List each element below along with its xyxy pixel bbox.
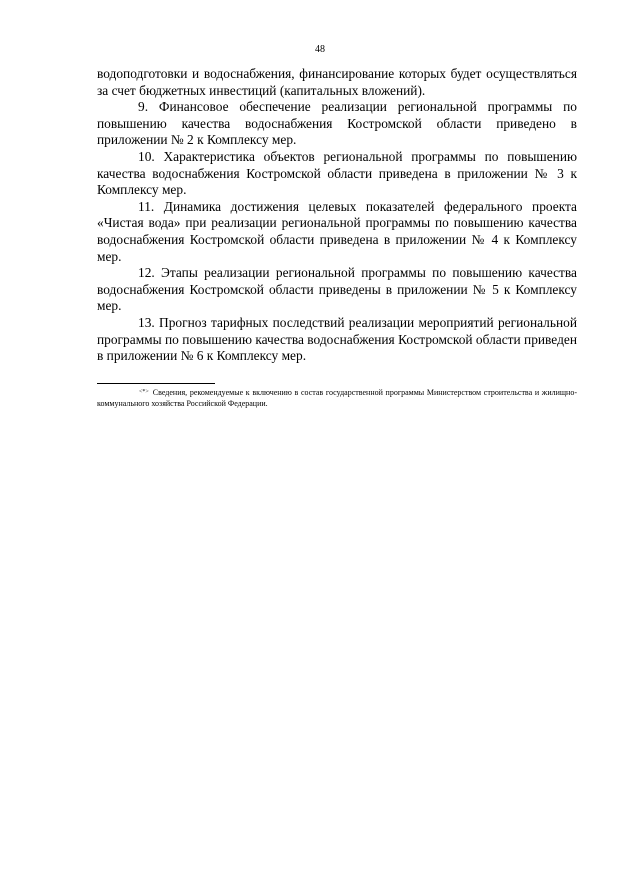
paragraph-continuation: водоподготовки и водоснабжения, финансирование которых будет осуществляться за счет бюджетных инвестиций (капитальных вложений). xyxy=(97,66,577,98)
paragraph-9: 9. Финансовое обеспечение реализации региональной программы по повышению качества водоснабжения Костромской области приведено в приложении № 2 к Комплексу мер. xyxy=(97,99,577,148)
paragraph-13: 13. Прогноз тарифных последствий реализации мероприятий региональной программы по повышению качества водоснабжения Костромской области приведен в приложении № 6 к Комплексу мер. xyxy=(97,314,577,364)
footnote-marker: <*> xyxy=(139,389,149,395)
document-body xyxy=(97,66,577,365)
paragraph-11: 11. Динамика достижения целевых показателей федерального проекта «Чистая вода» при реализации региональной программы по повышению качества водоснабжения Костромской области приведена в приложении № 4 к Комплексу мер. xyxy=(97,198,577,264)
page-number: 48 xyxy=(315,44,325,55)
footnote xyxy=(97,387,577,409)
footnote-separator xyxy=(97,383,215,384)
paragraph-10: 10. Характеристика объектов региональной программы по повышению качества водоснабжения Костромской области приведена в приложении № 3 к Комплексу мер. xyxy=(97,148,577,198)
paragraph-12: 12. Этапы реализации региональной программы по повышению качества водоснабжения Костромской области приведены в приложении № 5 к Комплексу мер. xyxy=(97,265,577,314)
footnote-text: Сведения, рекомендуемые к включению в состав государственной программы Министерством строительства и жилищно-коммунального хозяйства Российской Федерации. xyxy=(97,388,577,408)
